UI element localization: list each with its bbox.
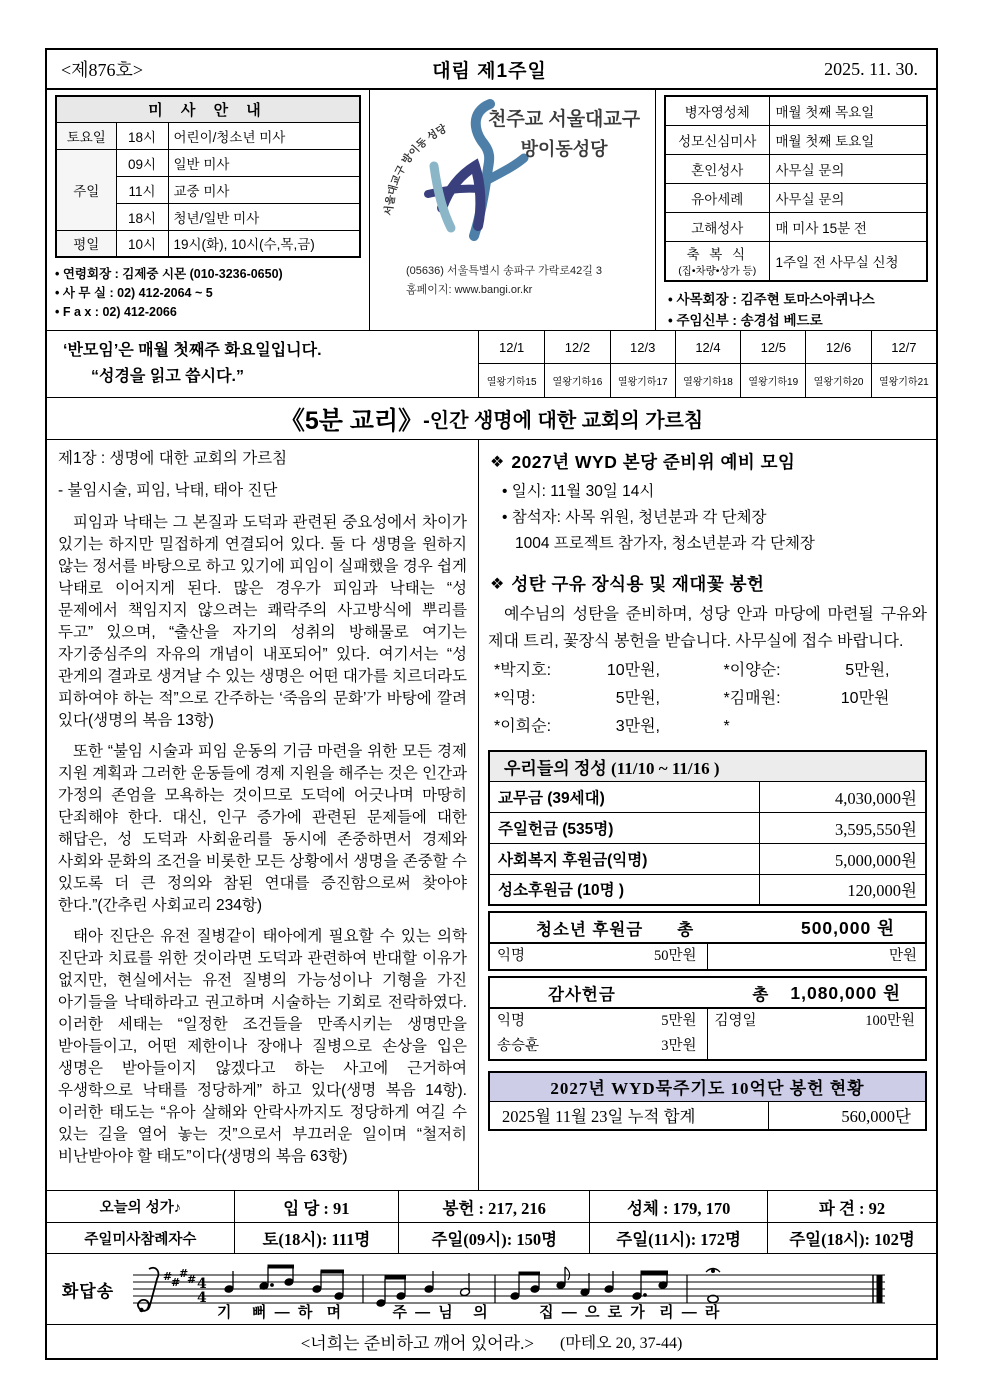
svg-text:4: 4 xyxy=(197,1276,207,1292)
offering-table-title: 우리들의 정성 (11/10 ~ 11/16 ) xyxy=(489,751,926,781)
mass-day: 토요일 xyxy=(56,122,116,149)
attendance-row-label: 주일미사참례자수 xyxy=(84,1231,197,1248)
offering-value: 5,000,000원 xyxy=(760,843,926,874)
mass-desc: 어린이/청소년 미사 xyxy=(168,122,360,149)
calendar-reading: 열왕기하16 xyxy=(544,364,609,397)
donor-name: *박지호: xyxy=(494,662,552,679)
calendar-date: 12/3 xyxy=(610,331,675,364)
mass-time: 11시 xyxy=(116,176,168,203)
mass-desc: 19시(화), 10시(수,목,금) xyxy=(168,230,360,257)
list-item xyxy=(723,713,927,741)
offering-table xyxy=(488,750,927,906)
issue-date: 2025. 11. 30. xyxy=(824,58,918,79)
blessing-sublabel: (집•차량•상가 등) xyxy=(678,265,757,278)
list-item xyxy=(494,657,723,685)
table-row xyxy=(56,149,360,176)
sacrament-name: 고해성사 xyxy=(665,212,769,241)
sacrament-name: 병자영성체 xyxy=(665,96,769,125)
church-logo-panel xyxy=(370,90,656,330)
attendance-sun09: 주일(09시): 150명 xyxy=(398,1223,589,1253)
mass-time: 10시 xyxy=(116,230,168,257)
table-row xyxy=(489,1101,926,1130)
sacraments-table xyxy=(664,95,928,282)
sacraments-panel xyxy=(656,90,936,330)
donor-amount: 5만원, xyxy=(845,662,890,679)
wyd-rosary-title: 2027년 WYD묵주기도 10억단 봉헌 현황 xyxy=(489,1072,926,1101)
catechism-title-sub: -인간 생명에 대한 교회의 가르침 xyxy=(423,410,704,432)
donor-amount: 만원 xyxy=(888,948,917,964)
calendar-date: 12/5 xyxy=(740,331,805,364)
table-row xyxy=(56,230,360,257)
main-content xyxy=(47,440,936,1191)
calendar-date: 12/7 xyxy=(871,331,936,364)
sacrament-value: 사무실 문의 xyxy=(769,183,927,212)
clover-icon: ❖ xyxy=(490,575,505,593)
calendar-reading: 열왕기하17 xyxy=(610,364,675,397)
stats-band xyxy=(47,1191,936,1254)
calendar-date: 12/4 xyxy=(675,331,740,364)
bulletin-sheet xyxy=(45,48,938,1360)
announcement-body: 예수님의 성탄을 준비하며, 성당 안과 마당에 마련될 구유와 제대 트리, 꽃장식 봉헌을 받습니다. 사무실에 접수 바랍니다. xyxy=(488,606,927,650)
sacrament-name: 유아세례 xyxy=(665,183,769,212)
table-row xyxy=(708,1009,926,1034)
donor-amount: 10만원, xyxy=(606,662,660,679)
page-title: 대림 제1주일 xyxy=(432,60,547,82)
masthead xyxy=(47,50,936,90)
donor-amount: 5만원, xyxy=(615,690,660,707)
offering-value: 120,000원 xyxy=(760,874,926,905)
donor-amount: 3만원, xyxy=(615,718,660,735)
donor-name: 익명 xyxy=(497,948,526,964)
table-row xyxy=(489,874,926,905)
contact-info xyxy=(55,265,361,322)
sacrament-name: 혼인성사 xyxy=(665,154,769,183)
youth-fund-body xyxy=(490,944,925,969)
psalm-lyrics: 기 뻐 ― 하 며 주 ― 님 의 집 ― 으 로 가 리 ― 라 xyxy=(217,1304,722,1321)
donor-amount: 3만원 xyxy=(661,1038,697,1054)
table-row xyxy=(665,96,927,125)
announcements-column xyxy=(479,440,936,1190)
clergy-line: • 주임신부 : 송경섭 베드로 xyxy=(668,313,823,328)
donor-name: 송승훈 xyxy=(497,1038,540,1054)
hymn-dismissal: 파 견 : 92 xyxy=(767,1191,936,1222)
youth-fund-total: 500,000 원 xyxy=(800,918,895,938)
svg-text:#: # xyxy=(179,1267,189,1280)
hymn-offertory: 봉헌 : 217, 216 xyxy=(398,1191,589,1222)
donor-name: *김매원: xyxy=(723,690,781,707)
table-row xyxy=(665,183,927,212)
table-row xyxy=(489,843,926,874)
offering-label: 사회복지 후원금(익명) xyxy=(489,843,760,874)
hymn-entrance: 입 당 : 91 xyxy=(234,1191,398,1222)
thanks-fund-right xyxy=(708,1009,926,1059)
donor-amount: 5만원 xyxy=(661,1013,697,1029)
attendance-sun18: 주일(18시): 102명 xyxy=(767,1223,936,1253)
mass-desc: 청년/일반 미사 xyxy=(168,203,360,230)
thanks-fund-header xyxy=(490,978,925,1009)
table-row xyxy=(665,241,927,281)
table-row xyxy=(665,154,927,183)
hymn-row-label: 오늘의 성가♪ xyxy=(99,1200,181,1216)
donor-amount: 10만원 xyxy=(840,690,890,707)
donor-name: 김영일 xyxy=(714,1013,757,1029)
list-item xyxy=(494,685,723,713)
total-label: 총 xyxy=(752,985,769,1004)
mass-day: 주일 xyxy=(56,149,116,230)
gospel-verse: <너희는 준비하고 깨어 있어라.> xyxy=(300,1334,534,1353)
svg-text:4: 4 xyxy=(197,1290,207,1306)
table-row xyxy=(708,944,926,969)
svg-text:#: # xyxy=(171,1276,181,1289)
sacrament-value: 사무실 문의 xyxy=(769,154,927,183)
donor-amount: 100만원 xyxy=(865,1013,915,1029)
donor-name: * xyxy=(723,718,730,735)
announcement-title: 2027년 WYD 본당 준비위 예비 모임 xyxy=(511,452,796,472)
svg-text:서울대교구 방이동 성당: 서울대교구 방이동 성당 xyxy=(382,122,449,217)
offering-label: 교무금 (39세대) xyxy=(489,781,760,812)
article-subheading: - 불임시술, 피임, 낙태, 태아 진단 xyxy=(58,482,278,499)
offering-label: 주일헌금 (535명) xyxy=(489,812,760,843)
table-row xyxy=(489,812,926,843)
donor-name: *이희순: xyxy=(494,718,552,735)
mass-schedule-table xyxy=(55,95,361,258)
svg-text:#: # xyxy=(187,1273,197,1286)
donor-list xyxy=(488,657,927,741)
youth-fund-title: 청소년 후원금 xyxy=(536,920,644,939)
offering-label: 성소후원금 (10명 ) xyxy=(489,874,760,905)
donor-name: *이양순: xyxy=(723,662,781,679)
calendar-reading: 열왕기하19 xyxy=(740,364,805,397)
wyd-rosary-label: 2025월 11월 23일 누적 합계 xyxy=(489,1101,769,1130)
article-paragraph: 피임과 낙태는 그 본질과 도덕과 관련된 중요성에서 차이가 있기는 하지만 밀접하게 연결되어 있다. 둘 다 생명을 원하지 않는 정서를 바탕으로 하고 있기에 피임이 실패했을 경우 쉽게 낙태로 이어지게 된다. 많은 경우가 피임과 낙태는 “성 문제에서 책임지지 않으려는 쾌락주의 사고방식에 뿌리를 두고” 있으며, “출산을 자기의 성취의 방해물로 여기는 자기중심주의 자유의 개념이 내포되어” 있다. 여기서는 “성 관게의 결과로 생겨날 수 있는 생명은 어떤 대가를 치르더라도 피하여야 하는 적”으로 간주하는 ‘죽음의 문화’가 바탕에 깔려 있다(생명의 복음 13항) xyxy=(58,514,467,729)
calendar-date: 12/1 xyxy=(479,331,544,364)
mass-table-title: 미 사 안 내 xyxy=(56,96,360,122)
offering-value: 3,595,550원 xyxy=(760,812,926,843)
article-paragraph: 또한 “불임 시술과 피임 운동의 기금 마련을 위한 모든 경제 지원 계획과 그러한 운동들에 경제 지원을 해주는 것은 인간과 가정의 존엄을 모욕하는 것이므로 도덕에 어긋나며 마땅히 단죄해야 한다. 대신, 인구 증가에 관련된 문제들에 대한 해답은, 성 도덕과 사회윤리를 동시에 존중하면서 경제와 사회와 문화의 조건을 비롯한 모든 상황에서 생명을 존중할 수 있도록 더 큰 정의와 참된 연대를 증진함으로써 찾아야 한다.”(간추린 사회교리 234항) xyxy=(58,743,467,914)
calendar-reading: 열왕기하21 xyxy=(871,364,936,397)
announcement-bullet: • 참석자: 사목 위원, 청년분과 각 단체장 xyxy=(502,509,767,526)
church-address-block xyxy=(406,262,602,300)
youth-fund-left xyxy=(490,944,708,969)
sacrament-name: 성모신심미사 xyxy=(665,125,769,154)
banmoim-line: ‘반모임’은 매월 첫째주 화요일입니다. xyxy=(63,342,322,359)
gospel-reference: (마테오 20, 37-44) xyxy=(559,1335,683,1352)
thanks-fund-total: 1,080,000 원 xyxy=(790,983,901,1003)
catechism-title-band xyxy=(47,398,936,440)
table-row xyxy=(665,212,927,241)
sacrament-value: 매월 첫째 토요일 xyxy=(769,125,927,154)
calendar-reading: 열왕기하20 xyxy=(805,364,870,397)
calendar-date: 12/6 xyxy=(805,331,870,364)
youth-fund-right xyxy=(708,944,926,969)
table-row xyxy=(490,1009,707,1034)
attendance-row xyxy=(47,1222,936,1253)
donor-name: *익명: xyxy=(494,690,536,707)
donor-amount: 50만원 xyxy=(653,948,697,964)
donor-name: 익명 xyxy=(497,1013,526,1029)
total-label: 총 xyxy=(677,920,694,939)
calendar-date: 12/2 xyxy=(544,331,609,364)
thanks-fund-body xyxy=(490,1009,925,1059)
banmoim-line: “성경을 읽고 씁시다.” xyxy=(91,368,244,385)
offering-value: 4,030,000원 xyxy=(760,781,926,812)
sacrament-value: 매 미사 15분 전 xyxy=(769,212,927,241)
thanks-fund-left xyxy=(490,1009,708,1059)
table-row xyxy=(490,1034,707,1059)
list-item xyxy=(723,657,927,685)
article-paragraph: 태아 진단은 유전 질병같이 태아에게 필요할 수 있는 의학 진단과 치료를 위한 것이라면 도덕과 관련하여 반대할 이유가 없지만, 현실에서는 유전 질병의 가능성이나 기형을 가진 아기들을 낙태하라고 권고하며 시술하는 기회로 전락하였다. 이러한 세태는 “일정한 조건들을 만족시키는 생명만을 받아들이고, 어떤 제한이나 장애나 질병으로 손상을 입은 생명은 받아들이지 않겠다고 하는 사고에 근거하여 우생학으로 낙태를 정당하게” 하고 있다(생명 복음 14항). 이러한 태도는 “유아 살해와 안락사까지도 정당하게 여길 수 있는 길을 열어 놓는 것”으로서 부끄러운 일이며 “철저히 비난받아야 할 태도”이다(생명의 복음 63항) xyxy=(58,928,467,1165)
table-row xyxy=(56,122,360,149)
announcement-title: 성탄 구유 장식용 및 재대꽃 봉헌 xyxy=(511,574,765,594)
responsorial-psalm-band xyxy=(47,1254,936,1325)
table-row xyxy=(489,781,926,812)
clergy-line: • 사목회장 : 김주현 토마스아퀴나스 xyxy=(668,292,875,307)
mass-schedule-panel xyxy=(47,90,370,330)
clover-icon: ❖ xyxy=(490,453,505,471)
hymn-communion: 성체 : 179, 170 xyxy=(589,1191,767,1222)
banmoim-notice xyxy=(47,331,479,397)
table-row xyxy=(490,944,707,969)
info-band xyxy=(47,90,936,331)
sacrament-value: 매월 첫째 목요일 xyxy=(769,96,927,125)
contact-line: • 사 무 실 : 02) 412-2064 ~ 5 xyxy=(55,286,213,300)
mass-time: 18시 xyxy=(116,203,168,230)
announcement-bullet: • 일시: 11월 30일 14시 xyxy=(502,483,655,500)
responsorial-label: 화답송 xyxy=(61,1281,115,1301)
hymn-numbers-row xyxy=(47,1191,936,1222)
sacrament-name xyxy=(665,241,769,281)
thanks-fund-table xyxy=(488,976,927,1061)
list-item xyxy=(494,713,723,741)
weekly-readings-calendar xyxy=(479,331,936,397)
issue-number: <제876호> xyxy=(61,60,144,80)
announcement-bullet: 1004 프로젝트 참가자, 청소년분과 각 단체장 xyxy=(515,535,815,552)
list-item xyxy=(723,685,927,713)
wyd-rosary-value: 560,000단 xyxy=(769,1101,926,1130)
table-row xyxy=(665,125,927,154)
calendar-reading: 열왕기하15 xyxy=(486,377,537,388)
church-name xyxy=(488,104,640,161)
catechism-article xyxy=(47,440,479,1190)
parish-name: 방이동성당 xyxy=(520,139,608,159)
donor-amount xyxy=(811,713,889,741)
wyd-rosary-table xyxy=(488,1071,927,1131)
catechism-title-main: 《5분 교리》 xyxy=(279,406,424,435)
mass-desc: 일반 미사 xyxy=(168,149,360,176)
mass-day: 평일 xyxy=(56,230,116,257)
blessing-label: 축 복 식 xyxy=(686,247,749,263)
svg-text:#: # xyxy=(163,1270,173,1283)
diocese-name: 천주교 서울대교구 xyxy=(488,109,641,130)
banmoim-band xyxy=(47,331,936,398)
clergy-info xyxy=(664,289,928,331)
contact-line: • 연령회장 : 김제중 시몬 (010-3236-0650) xyxy=(55,267,283,281)
announcement-title-row xyxy=(490,449,927,474)
mass-time: 09시 xyxy=(116,149,168,176)
footer-band xyxy=(47,1325,936,1358)
thanks-fund-title: 감사헌금 xyxy=(548,985,616,1004)
attendance-sat: 토(18시): 111명 xyxy=(234,1223,398,1253)
calendar-reading: 열왕기하18 xyxy=(675,364,740,397)
youth-fund-header xyxy=(490,913,925,944)
attendance-sun11: 주일(11시): 172명 xyxy=(589,1223,767,1253)
announcement-title-row xyxy=(490,571,927,596)
church-homepage: 홈페이지: www.bangi.or.kr xyxy=(406,284,533,296)
article-heading: 제1장 : 생명에 대한 교회의 가르침 xyxy=(58,450,288,467)
youth-fund-table xyxy=(488,911,927,971)
contact-line: • F a x : 02) 412-2066 xyxy=(55,305,177,319)
sacrament-value: 1주일 전 사무실 신청 xyxy=(769,241,927,281)
mass-time: 18시 xyxy=(116,122,168,149)
mass-desc: 교중 미사 xyxy=(168,176,360,203)
church-address: (05636) 서울특별시 송파구 가락로42길 3 xyxy=(406,265,603,277)
